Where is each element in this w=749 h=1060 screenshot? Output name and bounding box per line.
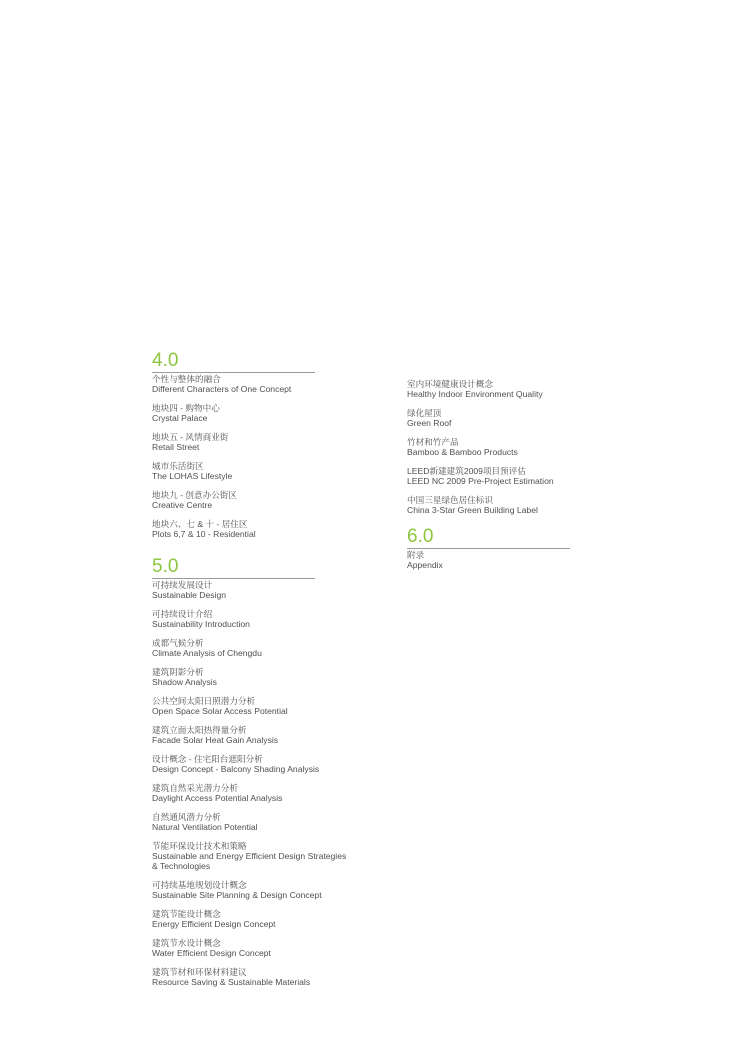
toc-entry-en: Natural Ventilation Potential [152, 822, 258, 832]
toc-entry-zh: 个性与整体的融合 [152, 374, 221, 384]
toc-entry-zh: 成都气候分析 [152, 638, 204, 648]
toc-entry-en: Design Concept - Balcony Shading Analysis [152, 764, 320, 774]
toc-entry-zh: 节能环保设计技术和策略 [152, 841, 247, 851]
toc-entry-zh: 建筑节能设计概念 [152, 909, 221, 919]
toc-entry-zh: 设计概念 - 住宅阳台遮阳分析 [152, 754, 263, 764]
toc-entry-zh: 建筑阴影分析 [152, 667, 204, 677]
toc-entry-en: Daylight Access Potential Analysis [152, 793, 283, 803]
toc-list [152, 374, 315, 539]
toc-entry-zh: 绿化屋顶 [407, 408, 442, 418]
toc-entry-zh: 地块四 - 购物中心 [152, 403, 220, 413]
toc-entry[interactable] [152, 909, 315, 929]
toc-entry-en: Sustainable Site Planning & Design Concept [152, 890, 322, 900]
toc-entry-zh: 可持续设计介绍 [152, 609, 213, 619]
toc-entry-en: Sustainable Design [152, 590, 227, 600]
toc-entry-zh: 公共空间太阳日照潜力分析 [152, 696, 256, 706]
section-number: 6.0 [407, 526, 434, 547]
toc-entry-en: Crystal Palace [152, 413, 208, 423]
toc-entry-zh: 建筑立面太阳热得量分析 [152, 725, 247, 735]
toc-entry-en: The LOHAS Lifestyle [152, 471, 233, 481]
toc-entry[interactable] [152, 461, 315, 481]
toc-entry[interactable] [152, 754, 320, 774]
toc-entry-zh: 可持续发展设计 [152, 580, 213, 590]
toc-entry-en: Healthy Indoor Environment Quality [407, 389, 543, 399]
toc-entry-en: Appendix [407, 560, 443, 570]
toc-entry-en: Open Space Solar Access Potential [152, 706, 288, 716]
toc-entry-en: Energy Efficient Design Concept [152, 919, 276, 929]
toc-entry[interactable] [407, 408, 570, 428]
toc-entry-en: Different Characters of One Concept [152, 384, 292, 394]
toc-entry[interactable] [152, 580, 315, 600]
toc-entry-zh: 地块五 - 风情商业街 [152, 432, 229, 442]
toc-entry-en: Resource Saving & Sustainable Materials [152, 977, 311, 987]
toc-entry-en-cont: & Technologies [152, 861, 211, 871]
toc-entry[interactable] [152, 938, 315, 958]
toc-entry[interactable] [152, 812, 315, 832]
toc-list [407, 379, 570, 515]
toc-entry[interactable] [407, 466, 570, 486]
section-number: 4.0 [152, 350, 179, 371]
toc-entry[interactable] [407, 550, 570, 570]
toc-entry-en: Sustainability Introduction [152, 619, 250, 629]
section-number: 5.0 [152, 556, 179, 577]
toc-entry[interactable] [152, 967, 315, 987]
section-divider [407, 548, 570, 549]
toc-entry-en: Climate Analysis of Chengdu [152, 648, 262, 658]
toc-entry[interactable] [152, 696, 315, 716]
toc-entry-zh: 中国三星绿色居住标识 [407, 495, 493, 505]
section-5-continued [407, 379, 570, 515]
toc-entry[interactable] [152, 667, 315, 687]
toc-entry[interactable] [152, 783, 315, 803]
toc-entry-en: Sustainable and Energy Efficient Design Strategies [152, 851, 347, 861]
section-divider [152, 578, 315, 579]
toc-entry[interactable] [152, 638, 315, 658]
toc-entry[interactable] [152, 519, 315, 539]
toc-entry-zh: 地块六、七 & 十 - 居住区 [152, 519, 248, 529]
toc-entry-en: Bamboo & Bamboo Products [407, 447, 518, 457]
toc-entry-en: Facade Solar Heat Gain Analysis [152, 735, 279, 745]
toc-entry-zh: 竹材和竹产品 [407, 437, 459, 447]
toc-entry-zh: 建筑节水设计概念 [152, 938, 221, 948]
toc-entry-en: Shadow Analysis [152, 677, 217, 687]
toc-entry[interactable] [407, 379, 570, 399]
toc-entry[interactable] [152, 609, 315, 629]
section-6 [407, 527, 570, 570]
toc-entry-zh: 室内环境健康设计概念 [407, 379, 493, 389]
toc-entry-zh: 自然通风潜力分析 [152, 812, 221, 822]
toc-entry-zh: LEED新建建筑2009项目预评估 [407, 466, 526, 476]
toc-entry-en: Plots 6,7 & 10 - Residential [152, 529, 256, 539]
toc-entry-en: LEED NC 2009 Pre-Project Estimation [407, 476, 554, 486]
toc-entry-en: China 3-Star Green Building Label [407, 505, 538, 515]
toc-entry[interactable] [152, 880, 322, 900]
section-4 [152, 351, 315, 539]
section-5 [152, 556, 347, 987]
toc-entry-en: Water Efficient Design Concept [152, 948, 271, 958]
toc-list [407, 550, 570, 570]
toc-entry-zh: 附录 [407, 550, 425, 560]
toc-entry[interactable] [407, 495, 570, 515]
toc-entry[interactable] [152, 490, 315, 510]
toc-list [152, 580, 347, 987]
section-divider [152, 372, 315, 373]
toc-entry[interactable] [152, 841, 347, 871]
toc-entry[interactable] [152, 403, 315, 423]
toc-entry[interactable] [152, 374, 315, 394]
toc-entry-zh: 城市乐活街区 [152, 461, 204, 471]
toc-entry[interactable] [407, 437, 570, 457]
toc-entry-zh: 可持续基地规划设计概念 [152, 880, 247, 890]
toc-entry[interactable] [152, 725, 315, 745]
toc-entry-zh: 建筑自然采光潜力分析 [152, 783, 238, 793]
toc-entry-en: Green Roof [407, 418, 452, 428]
toc-entry-zh: 建筑节材和环保材料建议 [152, 967, 247, 977]
toc-entry-en: Retail Street [152, 442, 200, 452]
toc-entry-en: Creative Centre [152, 500, 213, 510]
toc-entry[interactable] [152, 432, 315, 452]
toc-entry-zh: 地块九 - 创意办公街区 [152, 490, 237, 500]
